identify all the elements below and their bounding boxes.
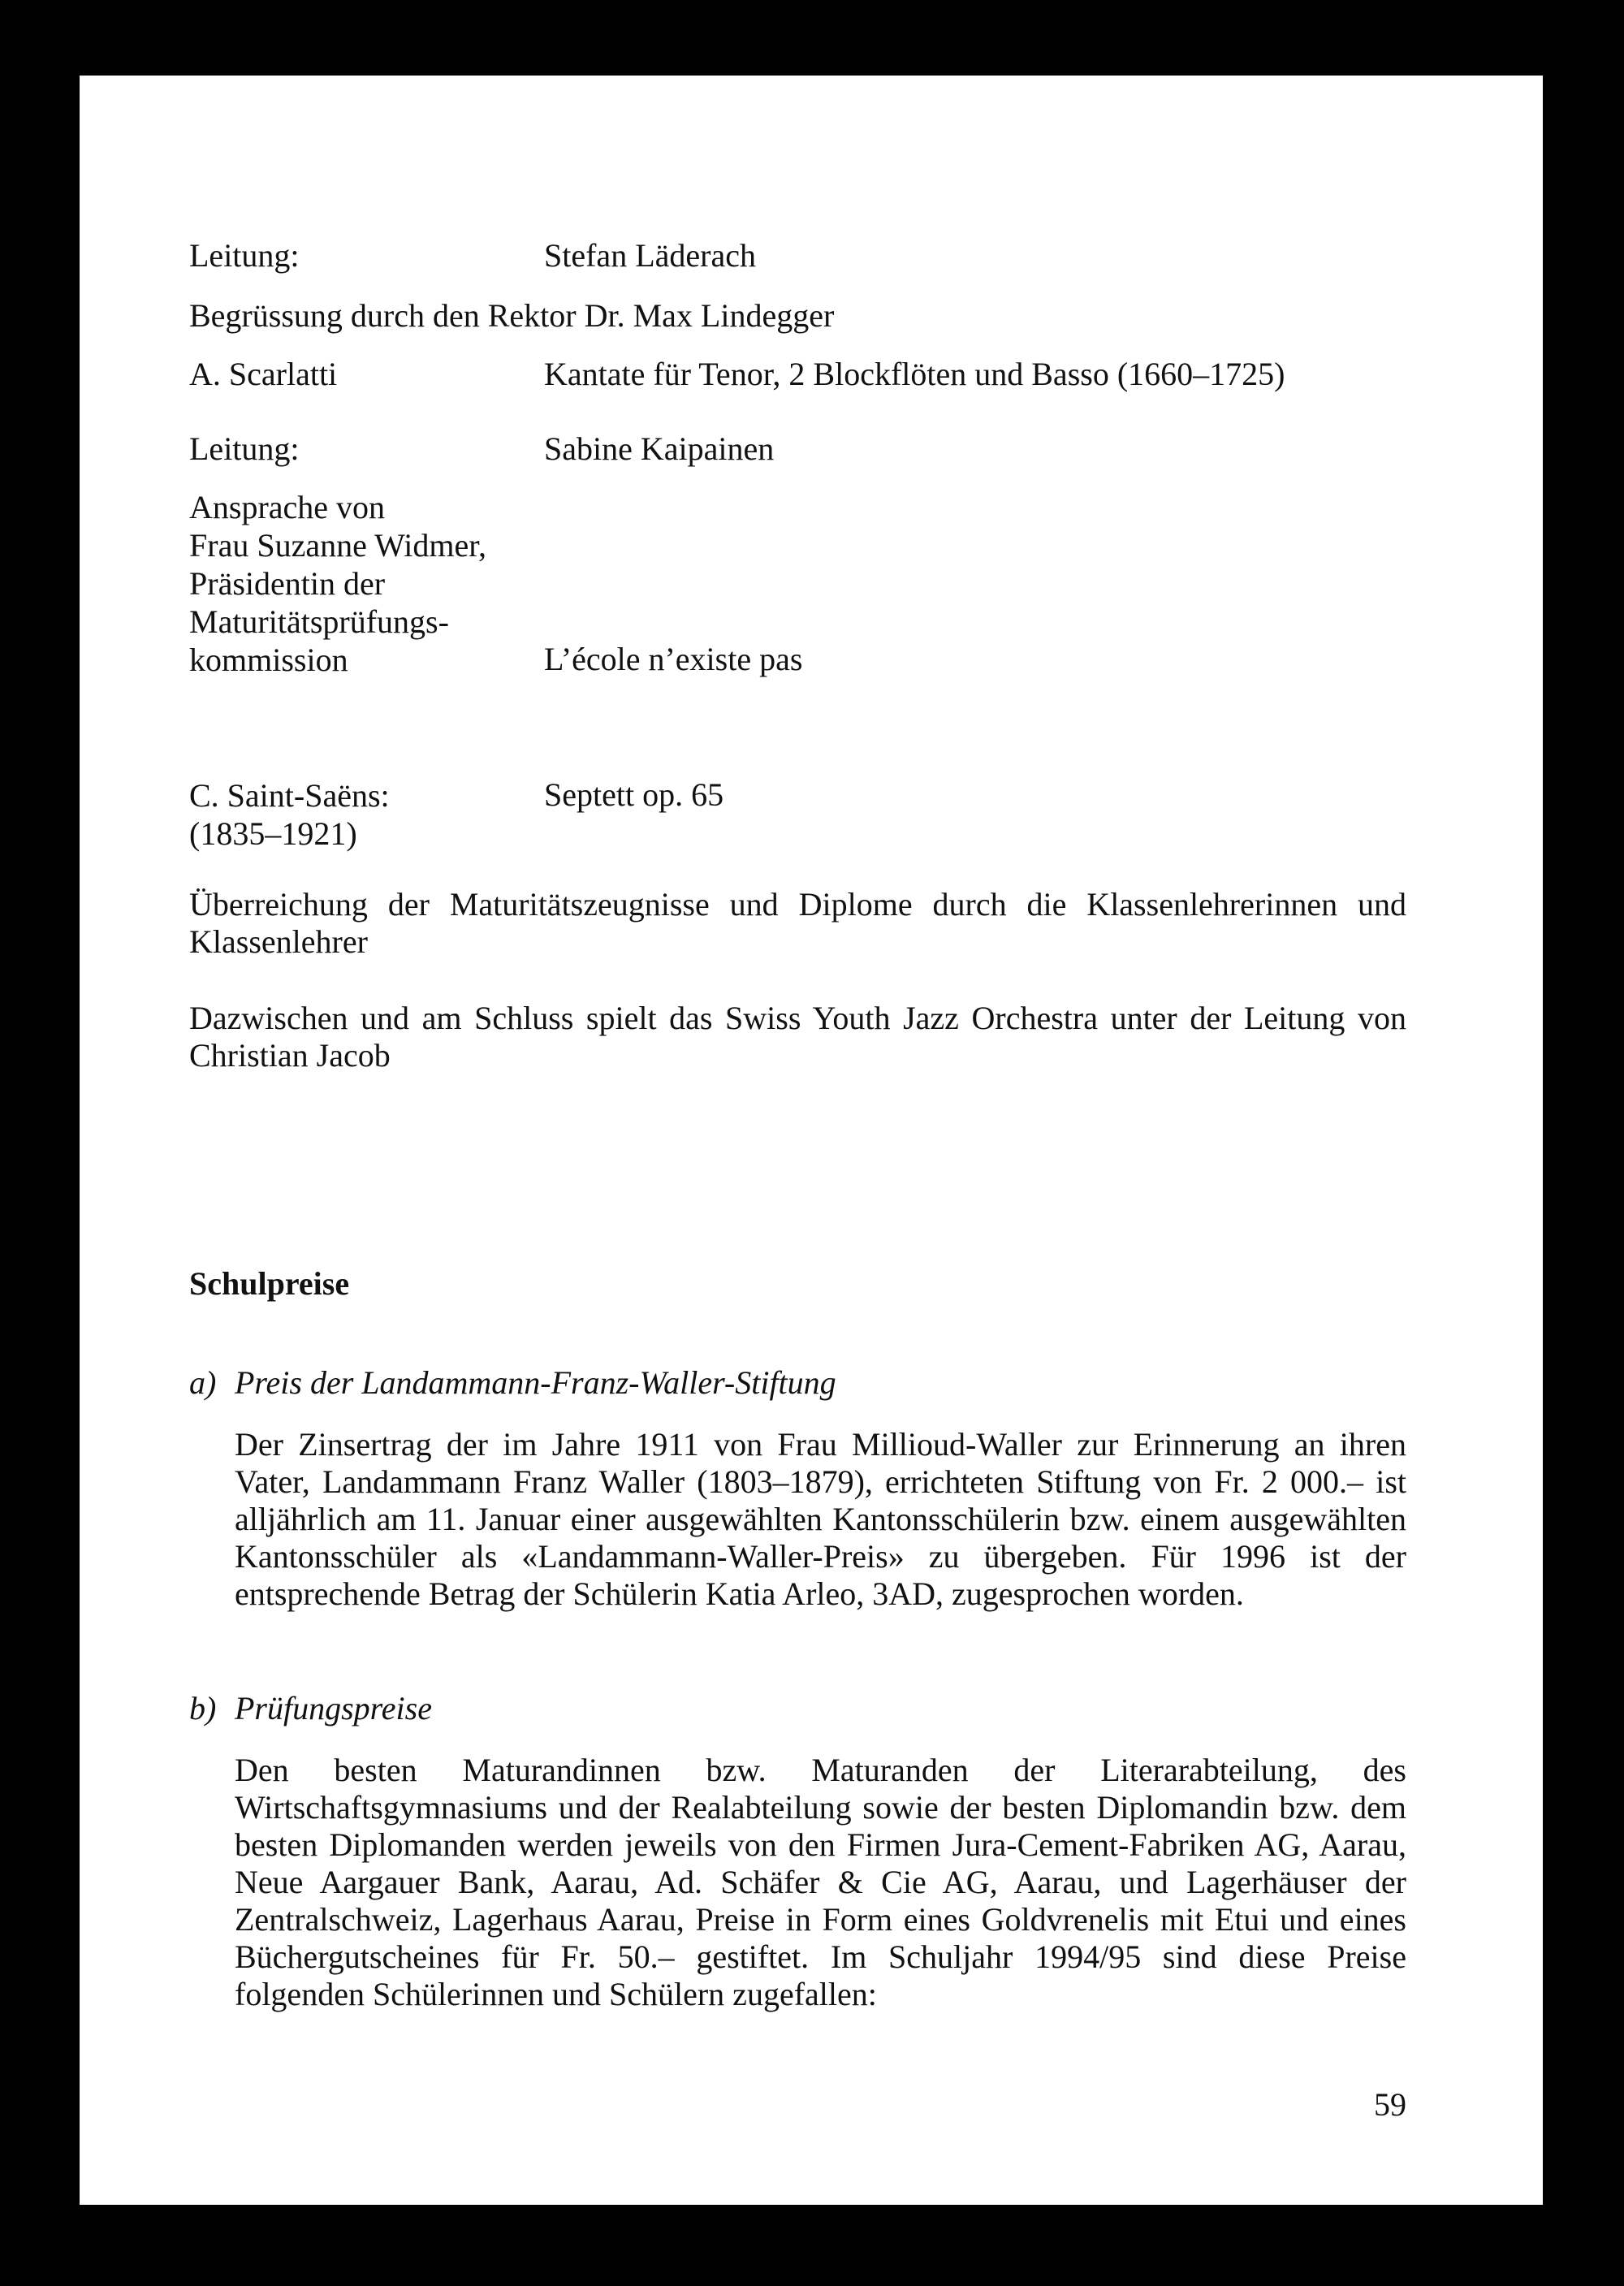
row-label-leitung-1: Leitung: [189, 237, 300, 274]
composer-dates: (1835–1921) [189, 815, 357, 852]
speech-title: L’école n’existe pas [544, 641, 803, 677]
prize-b-title: Prüfungspreise [235, 1690, 432, 1726]
jazz-paragraph: Dazwischen und am Schluss spielt das Swiss Youth Jazz Orchestra unter der Leitung von Christian Jacob [189, 1000, 1406, 1074]
row-value-leitung-2: Sabine Kaipainen [544, 430, 775, 467]
speech-line: Ansprache von [189, 489, 386, 525]
prize-a-heading [189, 1364, 836, 1402]
speech-line: Frau Suzanne Widmer, [189, 527, 486, 564]
speech-label [189, 488, 486, 679]
document-page [80, 76, 1543, 2205]
row-label-leitung-2: Leitung: [189, 430, 300, 467]
row-value-leitung-1: Stefan Läderach [544, 237, 756, 274]
speech-line: Maturitätsprüfungs- [189, 603, 449, 640]
row-welcome: Begrüssung durch den Rektor Dr. Max Lindegger [189, 297, 835, 334]
prize-b-text: Den besten Maturandinnen bzw. Maturanden der Literarabteilung, des Wirtschaftsgymnasiums und der Realabteilung sowie der besten Diplomandin bzw. dem besten Diplomanden werden jeweils von den Firmen Jura-Cement-Fabriken AG, Aarau, Neue Aargauer Bank, Aarau, Ad. Schäfer & Cie AG, Aarau, und Lagerhäuser der Zentralschweiz, Lagerhaus Aarau, Preise in Form eines Goldvrenelis mit Etui und eines Büchergutscheines für Fr. 50.– gestiftet. Im Schuljahr 1994/95 sind diese Preise folgenden Schülerinnen und Schülern zugefallen: [235, 1752, 1406, 2012]
saint-saens-label [189, 776, 390, 853]
section-heading: Schulpreise [189, 1265, 350, 1302]
prize-b-heading [189, 1690, 432, 1727]
composer-name: C. Saint-Saëns: [189, 777, 390, 814]
handover-paragraph: Überreichung der Maturitätszeugnisse und Diplome durch die Klassenlehrerinnen und Klassenlehrer [189, 886, 1406, 960]
speech-line: kommission [189, 642, 348, 678]
prize-a-letter: a) [189, 1364, 217, 1401]
row-value-scarlatti: Kantate für Tenor, 2 Blockflöten und Basso (1660–1725) [544, 356, 1285, 392]
saint-saens-work: Septett op. 65 [544, 776, 724, 813]
speech-line: Präsidentin der [189, 565, 386, 602]
row-label-scarlatti: A. Scarlatti [189, 356, 338, 392]
prize-b-letter: b) [189, 1690, 217, 1726]
prize-a-title: Preis der Landammann-Franz-Waller-Stiftung [235, 1364, 836, 1401]
prize-a-text: Der Zinsertrag der im Jahre 1911 von Frau Millioud-Waller zur Erinnerung an ihren Vater, Landammann Franz Waller (1803–1879), errichteten Stiftung von Fr. 2 000.– ist alljährlich am 11. Januar einer ausgewählten Kantonsschülerin bzw. einem ausgewählten Kantonsschüler als «Landammann-Waller-Preis» zu übergeben. Für 1996 ist der entsprechende Betrag der Schülerin Katia Arleo, 3AD, zugesprochen worden. [235, 1426, 1406, 1612]
page-number: 59 [1374, 2086, 1406, 2123]
